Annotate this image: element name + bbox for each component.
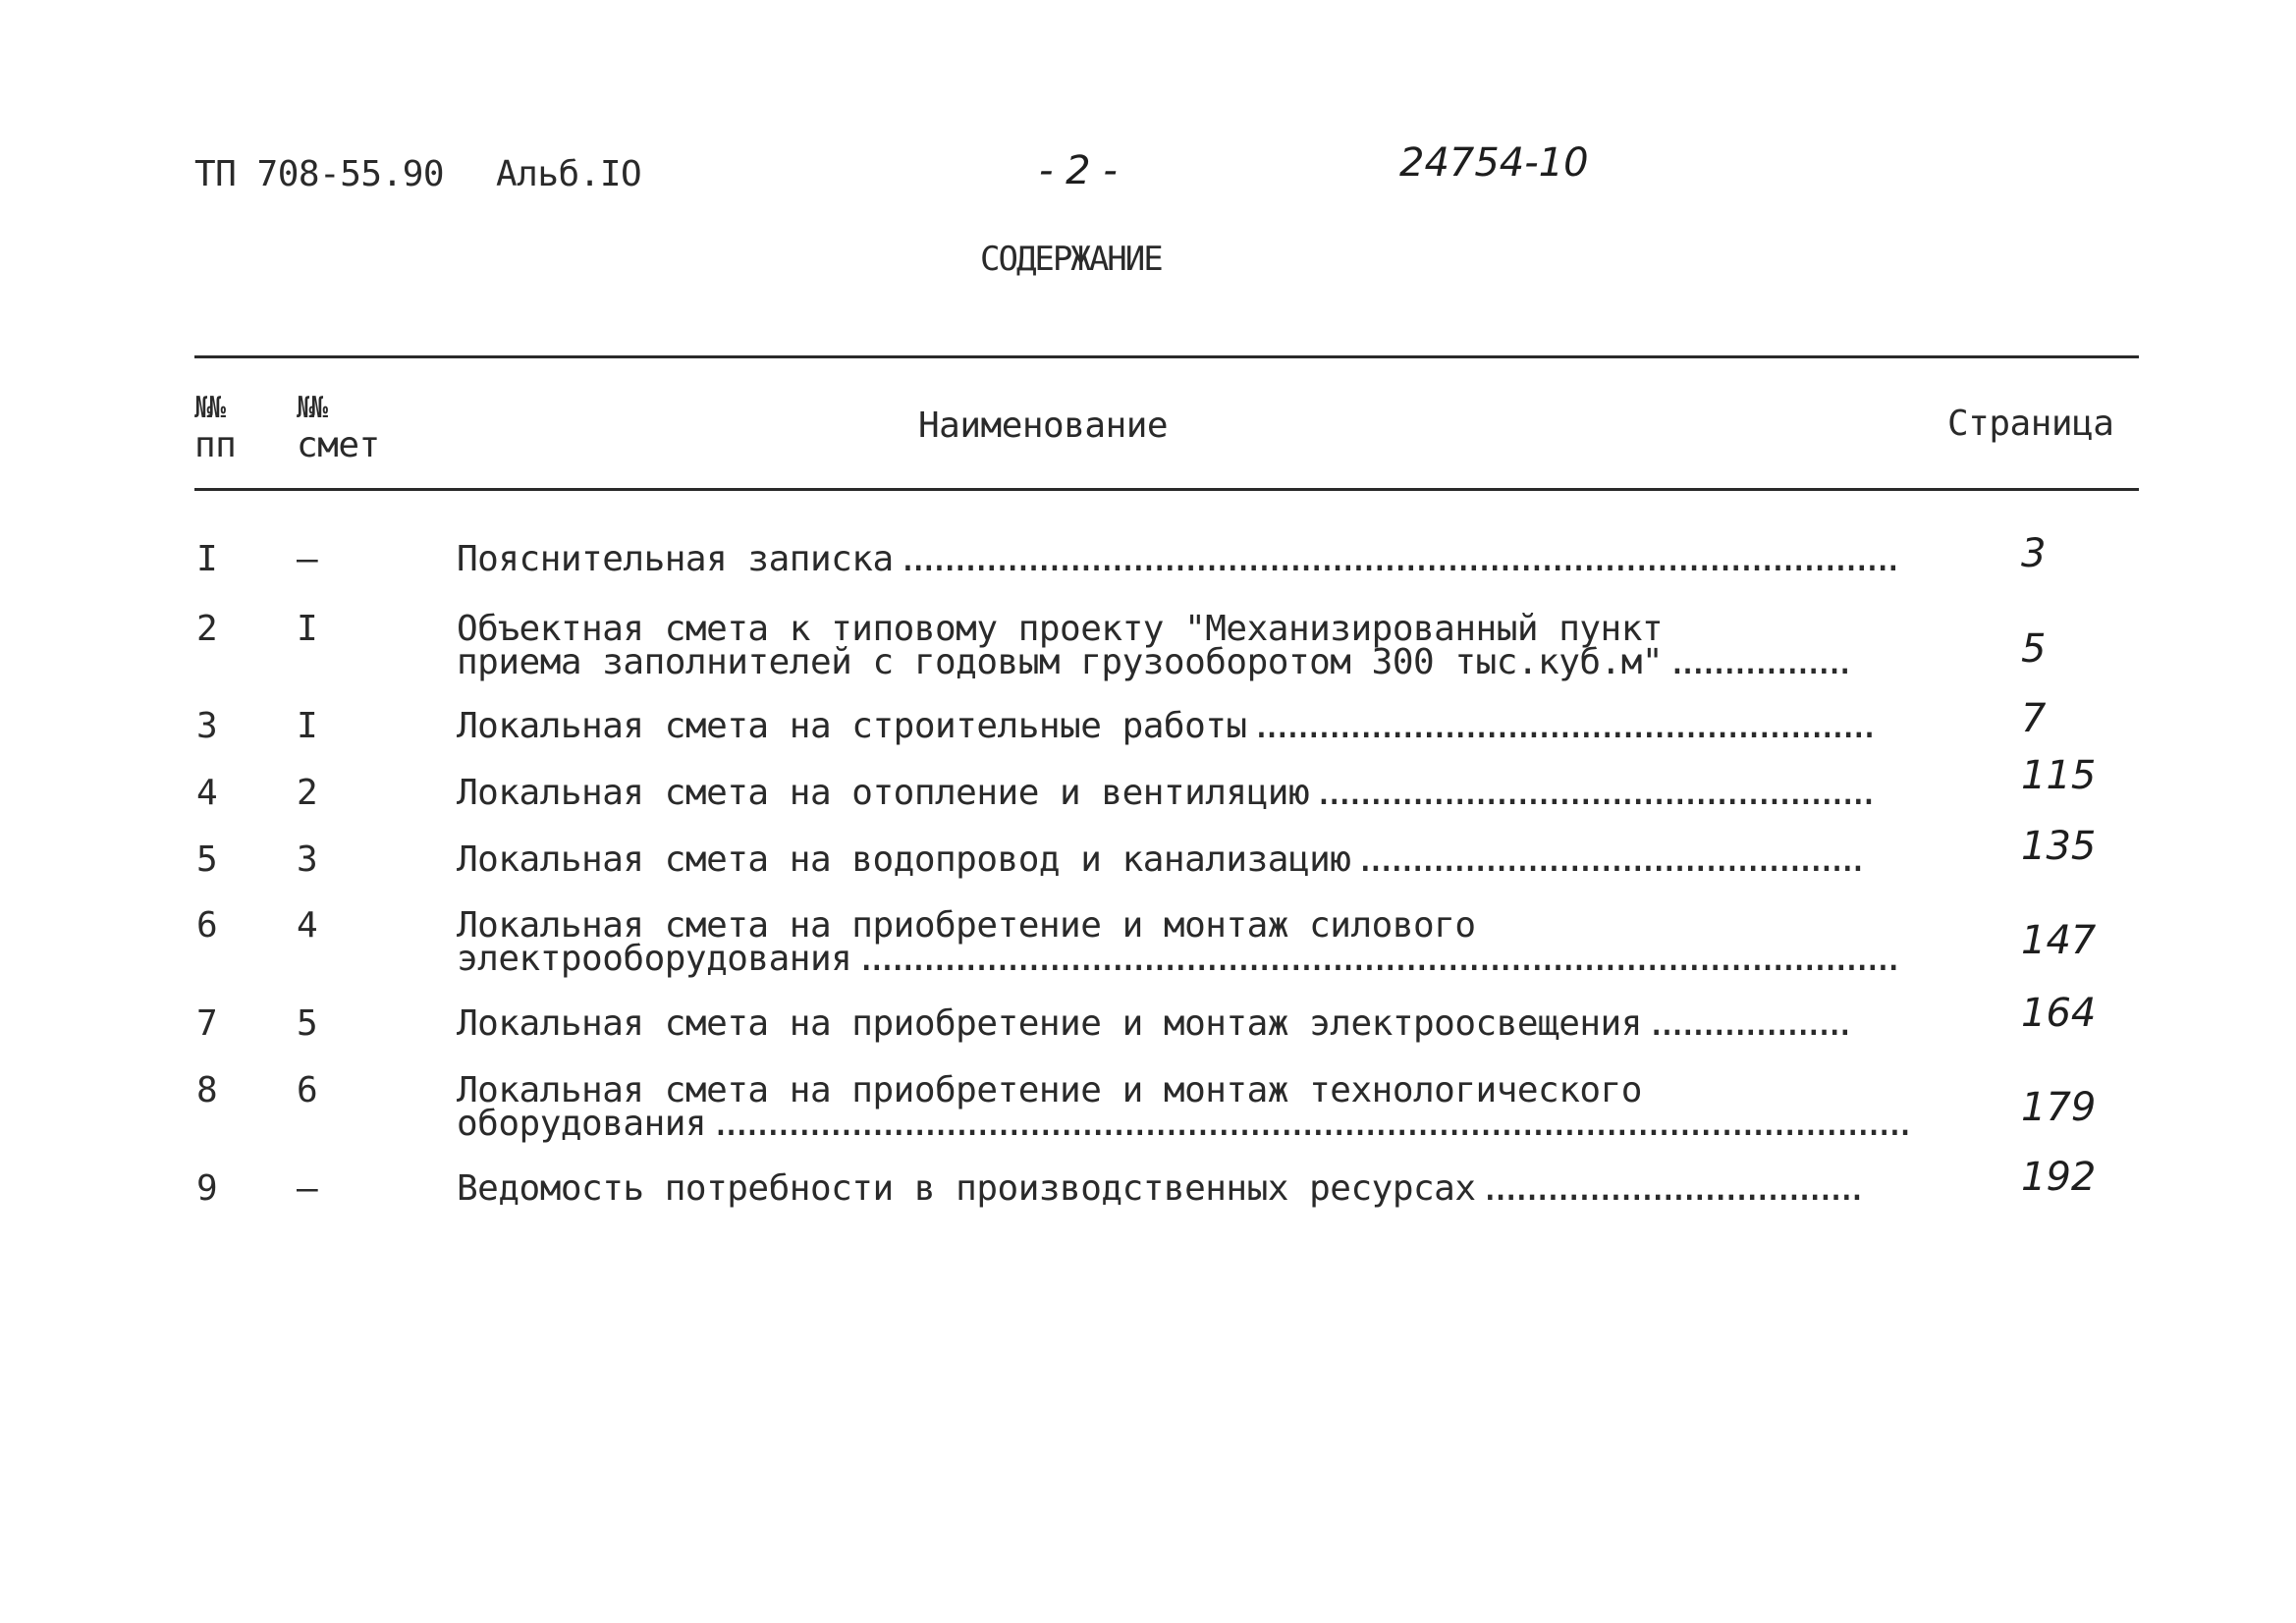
header-est-line1: №№ (297, 391, 325, 425)
row-estimate-number: 5 (297, 1003, 318, 1044)
row-title-line1: Локальная смета на приобретение и монтаж силового (457, 905, 1476, 946)
row-title-line1: Пояснительная записка (457, 539, 894, 579)
dot-leader: ................. (1667, 642, 1845, 682)
row-title-line2: оборудования (457, 1104, 707, 1144)
header-num-line1: №№ (194, 391, 223, 425)
row-page-number: 3 (2021, 531, 2047, 576)
row-page-number: 135 (2021, 824, 2097, 869)
row-page-number: 115 (2021, 753, 2097, 798)
dot-leader: ................................................................................................... (855, 939, 1894, 979)
dot-leader: ............................................................................................... (897, 539, 1893, 579)
dot-leader: ................... (1645, 1003, 1845, 1044)
header-page: Страница (1947, 404, 2114, 444)
row-title-line1: Ведомость потребности в производственных ресурсах (457, 1168, 1476, 1209)
row-number: I (196, 539, 218, 579)
album-number: Альб.IO (496, 154, 642, 194)
row-estimate-number: 4 (297, 905, 318, 946)
row-page-number: 179 (2021, 1085, 2097, 1130)
row-page-number: 7 (2021, 696, 2047, 741)
dot-leader: .................................................................................................................. (710, 1104, 1905, 1144)
row-estimate-number: – (297, 539, 318, 579)
page-number: - 2 - (1039, 148, 1118, 193)
row-number: 3 (196, 706, 218, 746)
dot-leader: ........................................................... (1250, 706, 1870, 746)
row-estimate-number: – (297, 1168, 318, 1209)
row-estimate-number: 2 (297, 773, 318, 813)
row-number: 2 (196, 609, 218, 649)
inventory-number: 24754-10 (1399, 140, 1589, 186)
row-title-line2: электрооборудования (457, 939, 852, 979)
row-estimate-number: 6 (297, 1070, 318, 1110)
row-number: 4 (196, 773, 218, 813)
dot-leader: ..................................................... (1313, 773, 1869, 813)
row-estimate-number: I (297, 706, 318, 746)
row-number: 6 (196, 905, 218, 946)
header-est-line2: смет (297, 425, 380, 465)
row-number: 8 (196, 1070, 218, 1110)
row-estimate-number: 3 (297, 839, 318, 880)
table-header-rule (194, 488, 2139, 491)
document-code: ТП 708-55.90 (194, 154, 445, 194)
page-title: СОДЕРЖАНИЕ (980, 240, 1162, 279)
row-number: 7 (196, 1003, 218, 1044)
dot-leader: ................................................ (1354, 839, 1858, 880)
row-title-line2: приема заполнителей с годовым грузооборотом 300 тыс.куб.м" (457, 642, 1664, 682)
header-num-line2: пп (194, 425, 237, 465)
row-page-number: 147 (2021, 918, 2097, 963)
row-number: 5 (196, 839, 218, 880)
row-title-line1: Локальная смета на водопровод и канализацию (457, 839, 1351, 880)
row-page-number: 164 (2021, 991, 2097, 1036)
row-page-number: 192 (2021, 1155, 2097, 1200)
row-title-line1: Локальная смета на отопление и вентиляцию (457, 773, 1310, 813)
row-title-line1: Локальная смета на приобретение и монтаж электроосвещения (457, 1003, 1642, 1044)
table-top-rule (194, 355, 2139, 358)
dot-leader: .................................... (1479, 1168, 1857, 1209)
row-title-line1: Объектная смета к типовому проекту "Механизированный пункт (457, 609, 1664, 649)
row-number: 9 (196, 1168, 218, 1209)
row-title-line1: Локальная смета на приобретение и монтаж технологического (457, 1070, 1642, 1110)
row-estimate-number: I (297, 609, 318, 649)
row-page-number: 5 (2021, 626, 2047, 672)
header-name: Наименование (918, 406, 1169, 446)
row-title-line1: Локальная смета на строительные работы (457, 706, 1247, 746)
